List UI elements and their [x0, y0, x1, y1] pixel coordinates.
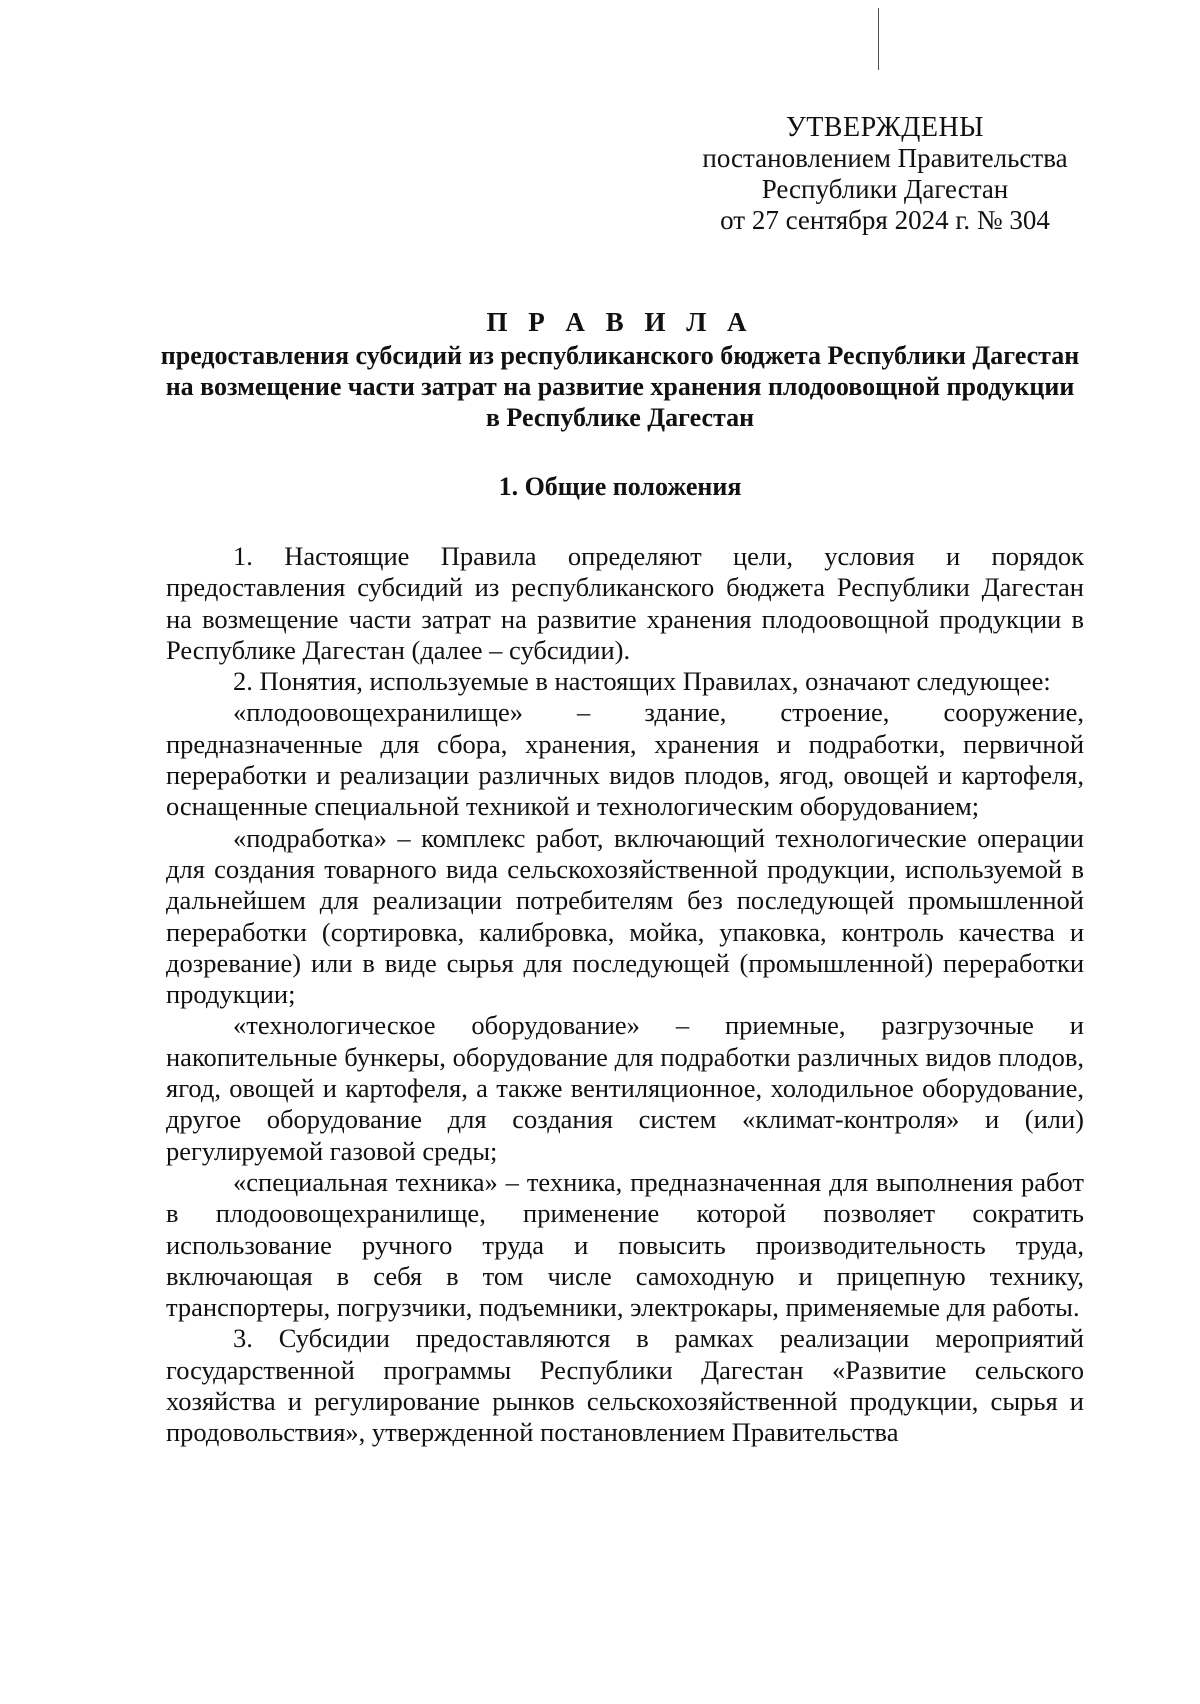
definition-storage-facility: «плодоовощехранилище» – здание, строение, сооружение, предназначенные для сбора, хранения, хранения и подработки, первичной переработки и реализации различных видов плодов, ягод, овощей и картофеля, оснащенные специальной техникой и технологическим оборудованием; — [166, 697, 1084, 822]
approval-line-2: Республики Дагестан — [761, 174, 1009, 204]
document-title-block — [160, 307, 1080, 433]
approval-line-1: постановлением Правительства — [702, 143, 1068, 173]
document-body — [166, 541, 1084, 1449]
paragraph-2: 2. Понятия, используемые в настоящих Правилах, означают следующее: — [233, 666, 1051, 697]
paragraph-3: 3. Субсидии предоставляются в рамках реализации мероприятий государственной программы Республики Дагестан «Развитие сельского хозяйства и регулирование рынков сельскохозяйственной продукции, сырья и продовольствия», утвержденной постановлением Правительства — [166, 1323, 1084, 1448]
document-subtitle: предоставления субсидий из республиканского бюджета Республики Дагестан на возмещение части затрат на развитие хранения плодоовощной продукции в Республике Дагестан — [160, 341, 1080, 432]
definition-processing: «подработка» – комплекс работ, включающий технологические операции для создания товарного вида сельскохозяйственной продукции, используемой в дальнейшем для реализации потребителям без последующей промышленной переработки (сортировка, калибровка, мойка, упаковка, контроль качества и дозревание) или в виде сырья для последующей (промышленной) переработки продукции; — [166, 822, 1084, 1010]
approval-stamp-block — [690, 112, 1080, 236]
section-heading: 1. Общие положения — [498, 472, 742, 501]
paragraph-1: 1. Настоящие Правила определяют цели, условия и порядок предоставления субсидий из республиканского бюджета Республики Дагестан на возмещение части затрат на развитие хранения плодоовощной продукции в Республике Дагестан (далее – субсидии). — [166, 541, 1084, 665]
approval-heading: УТВЕРЖДЕНЫ — [785, 112, 985, 143]
document-title: П Р А В И Л А — [486, 307, 754, 337]
scan-artifact-line — [878, 8, 879, 70]
definition-technological-equipment: «технологическое оборудование» – приемные, разгрузочные и накопительные бункеры, оборудование для подработки различных видов плодов, ягод, овощей и картофеля, а также вентиляционное, холодильное оборудование, другое оборудование для создания систем «климат-контроля» и (или) регулируемой газовой среды; — [166, 1010, 1084, 1166]
definition-special-machinery: «специальная техника» – техника, предназначенная для выполнения работ в плодоовощехранилище, применение которой позволяет сократить использование ручного труда и повысить производительность труда, включающая в себя в том числе самоходную и прицепную технику, транспортеры, погрузчики, подъемники, электрокары, применяемые для работы. — [166, 1166, 1084, 1323]
approval-line-3: от 27 сентября 2024 г. № 304 — [720, 205, 1050, 235]
